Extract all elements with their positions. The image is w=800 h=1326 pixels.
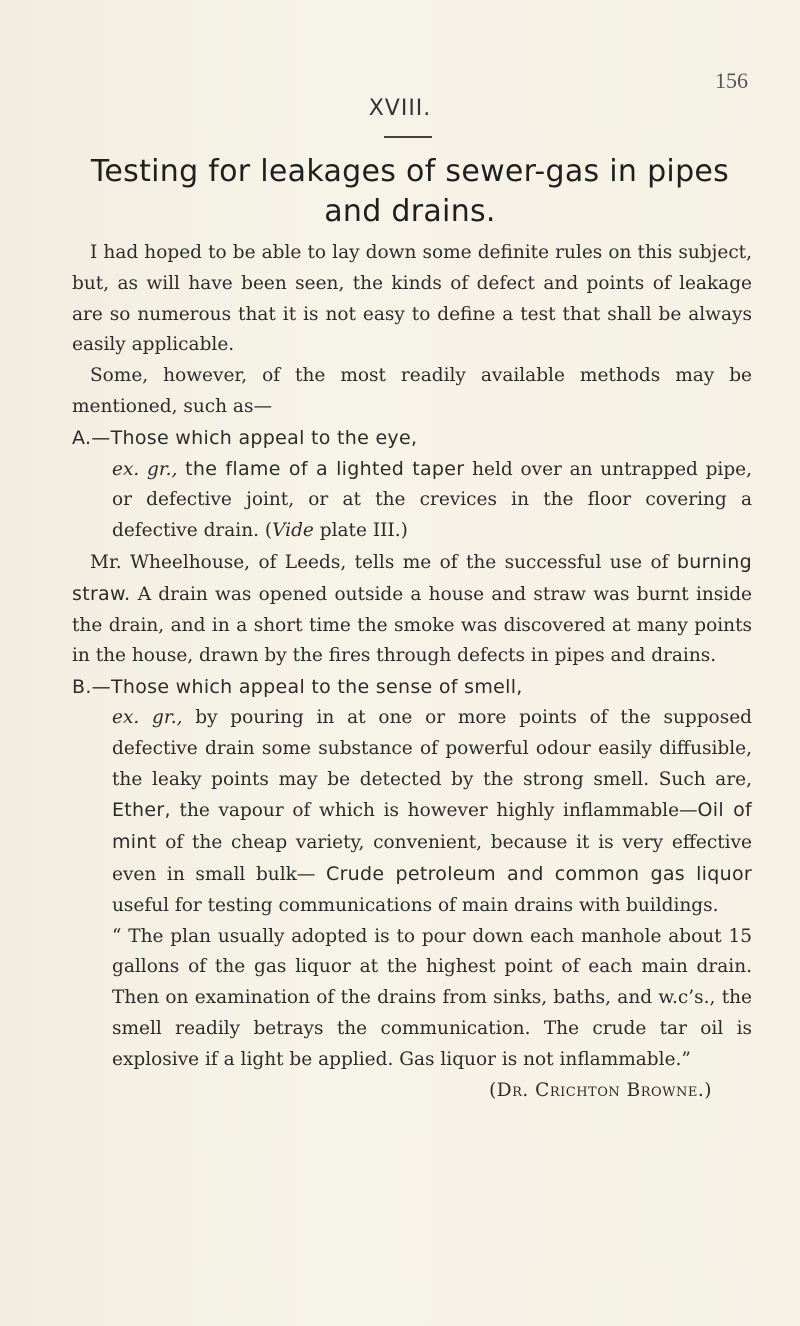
- attribution: (Dr. Crichton Browne.): [489, 1079, 712, 1101]
- page-number: 156: [715, 68, 748, 93]
- page-title: Testing for leakages of sewer-gas in pipes and drains.: [90, 154, 730, 229]
- ex-gr-label-b: ex. gr.,: [112, 706, 183, 728]
- vide-open: (: [264, 520, 273, 542]
- section-a-heading: A.—Those which appeal to the eye,: [72, 426, 418, 449]
- ether-phrase: Ether,: [112, 799, 171, 822]
- wheelhouse-paragraph: [72, 547, 752, 672]
- quote-paragraph: “ The plan usually adopted is to pour down each manhole about 15 gallons of the gas liquor at the highest point of each main drain. Then on examination of the drains from sinks, baths, and w.c’s., the smell readily betrays the communication. The crude tar oil is explosive if a light be applied. Gas liquor is not inflammable.”: [112, 925, 752, 1070]
- wheelhouse-lead: Mr. Wheelhouse, of Leeds, tells me of the successful use of: [90, 551, 669, 573]
- wheelhouse-rest: A drain was opened outside a house and straw was burnt inside the drain, and in a short time the smoke was discovered at many points in the house, drawn by the fires through defects in pipes and drains.: [72, 583, 752, 667]
- ex-gr-label: ex. gr.,: [112, 458, 178, 480]
- section-b-heading: B.—Those which appeal to the sense of smell,: [72, 676, 523, 699]
- burning-straw-phrase: burning straw.: [72, 550, 752, 605]
- body-text: [72, 238, 752, 1106]
- intro-paragraph: I had hoped to be able to lay down some definite rules on this subject, but, as will have been seen, the kinds of defect and points of leakage are so numerous that it is not easy to define a test that shall be always easily applicable.: [72, 242, 752, 356]
- vide-plate: plate III.): [319, 520, 408, 542]
- vide-label: Vide: [272, 520, 314, 542]
- section-b-text-4: useful for testing communications of main drains with buildings.: [112, 894, 719, 916]
- methods-paragraph: Some, however, of the most readily available methods may be mentioned, such as—: [72, 365, 752, 417]
- section-b-text-2: the vapour of which is however highly inflammable—: [179, 800, 698, 822]
- section-a-paragraph: [72, 454, 752, 547]
- oil-of-mint-phrase: Oil of mint: [112, 799, 752, 854]
- title-rule: [384, 136, 432, 138]
- crude-petroleum-phrase: Crude petroleum and common gas liquor: [326, 862, 752, 885]
- section-b-text-1: by pouring in at one or more points of the supposed defective drain some substance of powerful odour easily diffusible, the leaky points may be detected by the strong smell. Such are,: [112, 706, 752, 790]
- section-b-text-3: of the cheap variety, convenient, because it is very effective even in small bulk—: [112, 832, 752, 885]
- section-b-paragraph: [72, 703, 752, 922]
- section-a-text: held over an untrapped pipe, or defective joint, or at the crevices in the floor covering a defective drain.: [112, 458, 753, 542]
- flame-phrase: the flame of a lighted taper: [185, 457, 465, 480]
- chapter-number: XVIII.: [368, 96, 432, 121]
